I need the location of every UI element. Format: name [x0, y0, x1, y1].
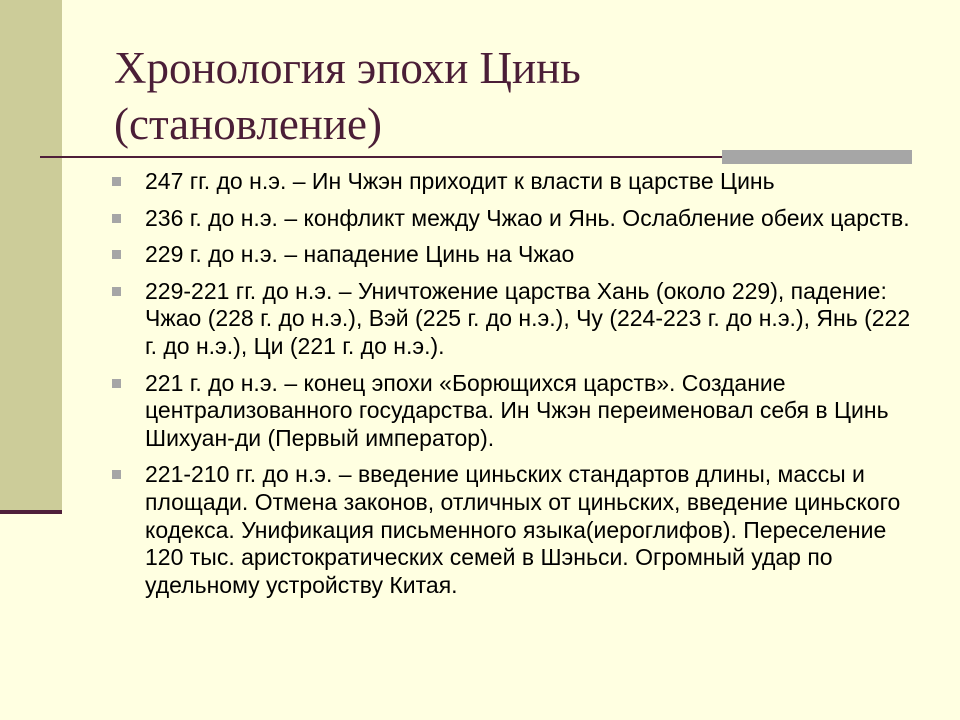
slide-title: Хронология эпохи Цинь (становление): [114, 43, 581, 149]
bullet-item: [112, 461, 912, 599]
bullet-text: 236 г. до н.э. – конфликт между Чжао и Янь. Ослабление обеих царств.: [145, 204, 910, 231]
square-bullet-icon: [112, 214, 121, 223]
bullet-text: 221-210 гг. до н.э. – введение циньских стандартов длины, массы и площади. Отмена законов, отличных от циньских, введение циньского кодекса. Унификация письменного языка(иероглифов). Переселение 120 тыс. аристократических семей в Шэньси. Огромный удар по удельному устройству Китая.: [145, 461, 901, 598]
square-bullet-icon: [112, 250, 121, 259]
bullet-text: 247 гг. до н.э. – Ин Чжэн приходит к власти в царстве Цинь: [145, 168, 775, 194]
square-bullet-icon: [112, 470, 121, 479]
bullet-item: [112, 241, 912, 269]
bullet-text: 221 г. до н.э. – конец эпохи «Борющихся царств». Создание централизованного государства. Ин Чжэн переименовал себя в Цинь Шихуан-ди (Первый император).: [145, 369, 889, 451]
bullet-text: 229 г. до н.э. – нападение Цинь на Чжао: [145, 241, 575, 268]
bullet-list: [112, 168, 912, 608]
bullet-item: [112, 205, 912, 233]
left-bar-underline: [0, 510, 62, 514]
square-bullet-icon: [112, 177, 121, 186]
bullet-text: 229-221 гг. до н.э. – Уничтожение царства Хань (около 229), падение: Чжао (228 г. до н.э.), Вэй (225 г. до н.э.), Чу (224-223 г. до н.э.), Янь (222 г. до н.э.), Ци (221 г. до н.э.).: [145, 277, 911, 359]
bullet-item: [112, 370, 912, 453]
bullet-item: [112, 168, 912, 196]
square-bullet-icon: [112, 379, 121, 388]
square-bullet-icon: [112, 287, 121, 296]
bullet-item: [112, 278, 912, 361]
title-divider-accent: [722, 150, 912, 164]
left-decorative-bar: [0, 0, 62, 512]
